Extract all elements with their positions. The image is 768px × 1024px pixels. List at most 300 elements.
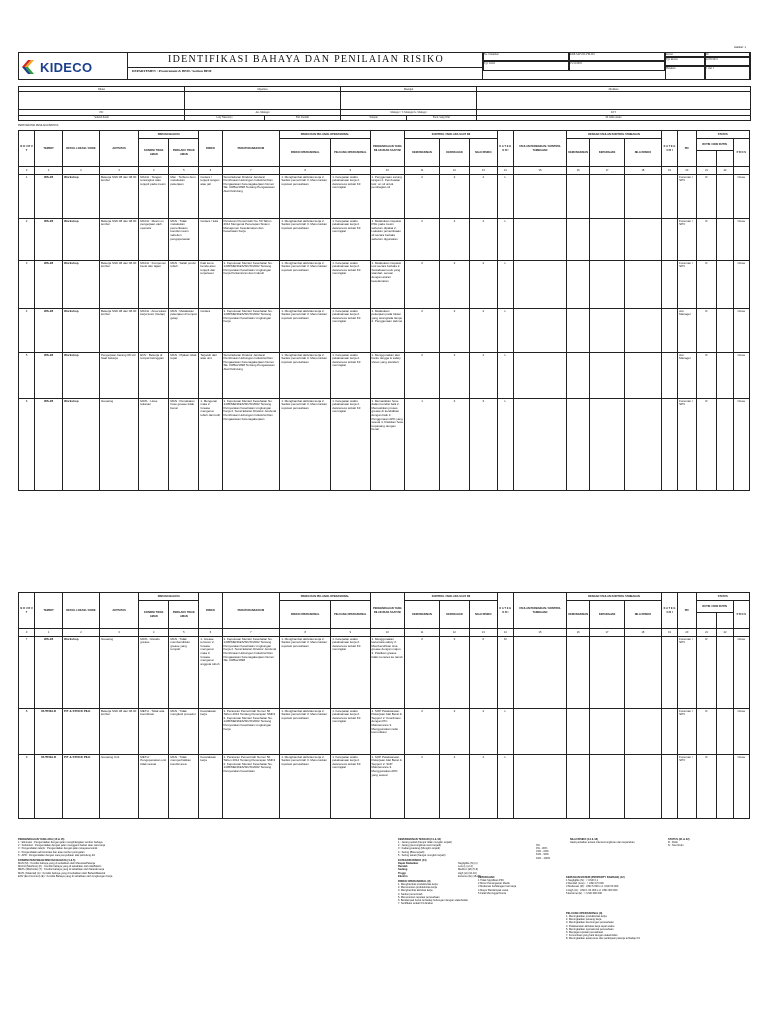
column-number: 4 [139, 167, 169, 175]
col-peraturan: PERATURAN/HUKUM [222, 593, 280, 629]
row-risiko: Terjatuh dari atas unit [199, 353, 222, 399]
row-kategori2: R [696, 309, 717, 353]
row-detail: P/T & STOCK PILE [62, 709, 99, 755]
row-kondisi: MATL : Residu grease [139, 637, 169, 709]
col-no: N O U R U T [19, 131, 35, 167]
row-usulan [513, 309, 566, 353]
row-kondisi: MACH : Komponen berat dan tajam [139, 261, 169, 309]
row-nilai: 4 [469, 709, 497, 755]
row-usulan [513, 637, 566, 709]
column-number: 2 [62, 629, 99, 637]
kategori-item: Sedang Medium (M) (5-9) [398, 868, 479, 872]
approval-header: Disahkan [477, 87, 751, 92]
row-no: 4 [19, 309, 35, 353]
row-kategori2: R [696, 755, 717, 819]
row-kemungkinan: 2 [405, 755, 440, 819]
row-kategori2: R [696, 709, 717, 755]
row-kontrol: 1. SOP Pelaksanaan Pekerjaan Alat Berat & Support 2. SOP Maintenance 3. Menggunakan APD yang sesuai [370, 755, 405, 819]
col-peraturan: PERATURAN/HUKUM [222, 131, 280, 167]
row-detail: Workshop [62, 637, 99, 709]
column-number: 14 [497, 167, 513, 175]
row-kontrol: 1. Melakukan pekerjaan pada lokasi yang terang/ada lampu 2. Penggunaan Helmet [370, 309, 405, 353]
row-usulan [513, 399, 566, 491]
row-kategori2: R [696, 353, 717, 399]
risk-table-page-1: N O U R U T TEMPAT DETAIL LOKASI / KODE AKTIVITAS RINCIAN BAHAYA RISIKO PERATURAN/HUKUM RISIKO DAN PELUANG OPERASIONAL PENGENDALIAN YANG DILAKUKAN SAAT INI KONTROL YANG ADA SAAT INI K A T E G O R I USULAN PERBAIKAN / KONTROL TAMBAHAN DENGAN USULAN KONTROL TAMBAHAN K A T E G O R I PIC STATUS KONDISI TIDAK AMAN PERILAKU TIDAK AMAN RISIKO OPERASIONAL PELUANG OPERASIONAL KEMUNGKINAN KEPARAHAN NILAI RISIKO KEMUNGKINAN KEPARAHAN NILAI RISIKO RUTIN / NON RUTIN P R O S 0 1 2 3 4 5 6 7 8 9 10 11 12 13 14 15 16 17 18 19 20 21 22 1 WS-28 Workshop Bekerja Shift 08 dan 08.00 lembur MACH : Tangan tersangkut atau terjepit pada mesin Man : Terburu-buru melakukan pekerjaan Cedera / terjepit tangan atau jari Surat Edaran Direktur Jenderal Pembinaan Hubungan Industrial Dan Pengawasan Ketenagakerjaan Nomor SE. 03/Bw/1998 Tentang Pengawasan Alat Pelindung 1. Menghambat aktivitas kerja 2. Sanksi pemerintah 3. Menurunkan reputasi perusahaan 1. Ketepatan waktu pelaksanaan kerja 2. Awareness terkait K3 meningkat 1. Penggunaan sarung tangan 2. Pembuatan kotr. on sil untuk pembagian sil 2 2 4 L Foreman / SPV R Close 2 WS-28 Workshop Bekerja Shift 08 dan 08.00 lembur MACH : Mesin on pengerjaan oleh operator MAN : Tidak melakukan pemeriksaan kondisi mesin sebelum pengoperasian Cedera / luka Peraturan Pemerintah No. 50 Tahun 2012 Mengenai Penerapan Sistem Manajemen Keselamatan dan Kesehatan Kerja 1. Menghambat aktivitas kerja 2. Sanksi pemerintah 3. Menurunkan reputasi perusahaan 1. Ketepatan waktu pelaksanaan kerja 2. Awareness terkait K3 meningkat 1. Melakukan inspeksi P2H pada mesin sebelum dipakai 2. Lakukan pemeriksaan sil secara berkala sebelum digunakan 2 2 4 L Foreman / SPV R Close 3 WS-28 Workshop Bekerja Shift 08 dan 08.00 lembur MACH : Komponen berat dan tajam MAN : Salah posisi tubuh Kaki kena benda atau terjepit dan terpeleset 1. Keputusan Menteri Kesehatan No. 1405/MENKES/SK/XI/2002 Tentang Persyaratan Kesehatan Lingkungan Kerja Perkantoran dan Industri 1. Menghambat aktivitas kerja 2. Sanksi pemerintah 3. Menurunkan reputasi perusahaan 1. Ketepatan waktu pelaksanaan kerja 2. Awareness terkait K3 meningkat 1. Melakukan inspeksi tool secara berkala 2. Sosialisasi tools yang standart, sesuai dengan aturan keselamatan 2 2 4 L Foreman / SPV R Close 4 WS-28 Workshop Bekerja Shift 08 dan 08.00 lembur MACH : Area lokasi kerja kotor (Gelap) MAN : Melakukan pekerjaan di tempat gelap Cedera 1. Keputusan Menteri Kesehatan No. 1405/MENKES/SK/XI/2002 Tentang Persyaratan Kesehatan Lingkungan Kerja 1. Menghambat aktivitas kerja 2. Sanksi pemerintah 3. Menurunkan reputasi perusahaan 1. Ketepatan waktu pelaksanaan kerja 2. Awareness terkait K3 meningkat 1. Melakukan pekerjaan pada lokasi yang terang/ada lampu 2. Penggunaan Helmet 2 2 4 L Ast. Manager R Close 5 WS-28 Workshop Pengerjaan barang 08 s/d Saat bekerja ENV : Bekerja di tempat ketinggian MAN : Pijakan tidak tepat Terjatuh dari atas unit Surat Edaran Direktur Jenderal Pembinaan Hubungan Industrial Dan Pengawasan Ketenagakerjaan Nomor SE. 03/Bw/1998 Tentang Pengawasan Alat Pelindung 1. Menghambat aktivitas kerja 2. Sanksi pemerintah 3. Menurunkan reputasi perusahaan 1. Ketepatan waktu pelaksanaan kerja 2. Awareness terkait K3 meningkat 1. Menggunakan alat bantu tangga & safety shoes yang standart 2 2 4 L Ast. Manager R Close 6 WS-28 Workshop Greasing MATL : Hose tekanan MAN : Pemakaian hose grease tidak benar 1. Mengenai mata 2. Grease mengenai tubuh dan kulit 1. Keputusan Menteri Kesehatan No. 1405/MENKES/SK/XI/2002 Tentang Persyaratan Kesehatan Lingkungan Kerja 2. Surat Edaran Direktur Jenderal Pembinaan Hubungan Industrial Dan Pengawasan Ketenagakerjaan 1. Menghambat aktivitas kerja 2. Sanksi pemerintah 3. Menurunkan reputasi perusahaan 1. Ketepatan waktu pelaksanaan kerja 2. Awareness terkait K3 meningkat 1. Memastikan hose dalam kondisi baik 2. Memastikan proses grease di kendalikan dengan baik 3. Penggunaan APD yang sesuai 4. Pastikan hose terpasang dengan benar 1 3 3 L Foreman / SPV R Close [18, 130, 750, 491]
row-keparahan: 2 [439, 709, 469, 755]
approval-header: Dibuat [19, 87, 185, 92]
row-kategori2: R [696, 637, 717, 709]
row-tempat: WS-28 [35, 261, 63, 309]
row-pic: Foreman / SPV [678, 709, 697, 755]
row-peraturan: Surat Edaran Direktur Jenderal Pembinaan Hubungan Industrial Dan Pengawasan Ketenagakerjaan Nomor SE. 03/Bw/1998 Tentang Pengawasan Alat Pelindung [222, 175, 280, 219]
row-pic: Foreman / SPV [678, 637, 697, 709]
column-number: 11 [405, 167, 440, 175]
row-perilaku: Man : Terburu-buru melakukan pekerjaan [169, 175, 199, 219]
col-status: STATUS [696, 131, 749, 139]
row-detail: Workshop [62, 399, 99, 491]
table-row [19, 637, 750, 709]
kategori-item: Dapat Diabaikan Negligible (N) (1) [398, 862, 478, 866]
row-nilai: 3 [469, 399, 497, 491]
column-number: 10 [370, 167, 405, 175]
column-number: 15 [513, 629, 566, 637]
column-number: 5 [169, 629, 199, 637]
row-keparahan: 2 [439, 353, 469, 399]
row-tempat: WS-28 [35, 637, 63, 709]
column-number: 22 [717, 629, 733, 637]
row-tempat: WS-28 [35, 219, 63, 261]
column-number: 16 [567, 167, 590, 175]
approval-name: Fuck. Sang Wari [407, 115, 477, 120]
row-nilai: 4 [469, 309, 497, 353]
column-number: 22 [717, 167, 733, 175]
column-number: 1 [35, 167, 63, 175]
row-usulan [513, 219, 566, 261]
kideco-logo-icon [22, 60, 39, 74]
column-number: 15 [513, 167, 566, 175]
column-number: 9 [331, 629, 370, 637]
row-perilaku: MAN : Tidak membersihkan grease yang tumpah [169, 637, 199, 709]
column-number: 17 [590, 629, 625, 637]
legend-status: STATUS (21 & 22) R : Rutin N : Non Rutin [668, 838, 690, 848]
col-kategori2: K A T E G O R I [661, 593, 677, 629]
column-number: 13 [469, 629, 497, 637]
col-rincian: RINCIAN BAHAYA [139, 593, 199, 601]
row-aktivitas: Greasing [99, 399, 138, 491]
legend-keparahan: KEPARAHAN 1 Tidak Signifikan P3K 2 Minor Penanganan Medis 3 Moderate Kehilangan hari kerja 4 Mayor Berdampak cacat 5 Fatal Meninggal Dunia [478, 876, 517, 895]
row-kondisi: METH : Pengoperasian unit tidak sesuai [139, 755, 169, 819]
row-kategori: L [497, 353, 513, 399]
row-keparahan: 2 [439, 309, 469, 353]
row-tempat: OUTFIELD [35, 755, 63, 819]
meta-value: KDP-SAF-001-FM-001 [570, 53, 595, 56]
column-number: 20 [678, 629, 697, 637]
column-number: 18 [624, 167, 661, 175]
row-detail: Workshop [62, 175, 99, 219]
row-status: Close [733, 709, 749, 755]
approval-name: Seluruh Karm [19, 115, 185, 120]
column-number: 3 [99, 167, 138, 175]
row-status: Close [733, 755, 749, 819]
row-kondisi: METH : Tidak ada koordinasi [139, 709, 169, 755]
row-risiko-op: 1. Menghambat aktivitas kerja 2. Sanksi pemerintah 3. Menurunkan reputasi perusahaan [280, 175, 331, 219]
legend-kemungkinan: KEMUNGKINAN TERJADI (11 & 16) 1 : Jarang sekali (hampir tidak mungkin terjadi) 2 : Jarang (kemungkinan kecil terjadi) 3 : Kadang-kadang (Mungkin terjadi) 4 : Sering (Bisa terjadi) 5 : Sering sekali (Sangat mungkin terjadi) KATEGORI RISIKO (14) Dapat Diabaikan Negligible (N) (1) Rendah Low (L) (2-4) Sedang Medium (M) (5-9) Tinggi High (H) (10-16) Ekstrim Extreme (E) (18-25) RISIKO OPERASIONAL (8) 1. Menghambat produktivitas kerja 2. Menurunkan produktivitas kerja 3. Menghambat aktivitas kerja 4. Sanksi pemerintah 5. Menurunkan reputasi perusahaan 6. Berdampak buruk terhadap hubungan dengan stakeholder 7. Sertifikasi terkait K3 dicabut [398, 838, 558, 905]
row-peraturan: Surat Edaran Direktur Jenderal Pembinaan Hubungan Industrial Dan Pengawasan Ketenagakerjaan Nomor SE. 03/Bw/1998 Tentang Pengawasan Alat Pelindung [222, 353, 280, 399]
row-tempat: WS-28 [35, 309, 63, 353]
row-kontrol: 1. Menggunakan alat bantu tangga & safety shoes yang standart [370, 353, 405, 399]
approval-header: Disetujui [341, 87, 477, 92]
col-risiko: RISIKO [199, 131, 222, 167]
col-detail: DETAIL LOKASI / KODE [62, 593, 99, 629]
row-peluang: 1. Ketepatan waktu pelaksanaan kerja 2. Awareness terkait K3 meningkat [331, 175, 370, 219]
column-number: 18 [624, 629, 661, 637]
kategori-item: Ekstrim Extreme (E) (18-25) [398, 874, 481, 878]
column-number: 0 [19, 629, 35, 637]
row-no: 8 [19, 709, 35, 755]
meta-block: No. Dokumen KDP-SAF-001-FM-001 Tgl. Terbit 15/12/2016 Revisi 00 Tgl. Revisi 22/05/2021 Halaman 1 dari 1 [482, 52, 750, 80]
row-perilaku: MAN : Tidak mengikuti prosedur [169, 709, 199, 755]
row-aktivitas: Pengerjaan barang 08 s/d Saat bekerja [99, 353, 138, 399]
col-no: N O U R U T [19, 593, 35, 629]
row-peluang: 1. Ketepatan waktu pelaksanaan kerja 2. Awareness terkait K3 meningkat [331, 261, 370, 309]
row-peluang: 1. Ketepatan waktu pelaksanaan kerja 2. Awareness terkait K3 meningkat [331, 309, 370, 353]
row-peluang: 1. Ketepatan waktu pelaksanaan kerja 2. Awareness terkait K3 meningkat [331, 637, 370, 709]
column-number: 13 [469, 167, 497, 175]
column-number: 20 [678, 167, 697, 175]
risk-table-page-2: N O U R U T TEMPAT DETAIL LOKASI / KODE AKTIVITAS RINCIAN BAHAYA RISIKO PERATURAN/HUKUM RISIKO DAN PELUANG OPERASIONAL PENGENDALIAN YANG DILAKUKAN SAAT INI KONTROL YANG ADA SAAT INI K A T E G O R I USULAN PERBAIKAN / KONTROL TAMBAHAN DENGAN USULAN KONTROL TAMBAHAN K A T E G O R I PIC STATUS KONDISI TIDAK AMAN PERILAKU TIDAK AMAN RISIKO OPERASIONAL PELUANG OPERASIONAL KEMUNGKINAN KEPARAHAN NILAI RISIKO KEMUNGKINAN KEPARAHAN NILAI RISIKO RUTIN / NON RUTIN P R O S 0 1 2 3 4 5 6 7 8 9 10 11 12 13 14 15 16 17 18 19 20 21 22 7 WS-28 Workshop Greasing MATL : Residu grease MAN : Tidak membersihkan grease yang tumpah 1. Grease tercecer 2. Grease mengenai mata 3. Grease mengenai anggota tubuh 1. Keputusan Menteri Kesehatan No. 1405/MENKES/SK/XI/2002 Tentang Persyaratan Kesehatan Lingkungan Kerja 2. Surat Edaran Direktur Jenderal Pembinaan Hubungan Industrial Dan Pengawasan Ketenagakerjaan Nomor SE. 03/Bw/1998 1. Menghambat aktivitas kerja 2. Sanksi pemerintah 3. Menurunkan reputasi perusahaan 1. Ketepatan waktu pelaksanaan kerja 2. Awareness terkait K3 meningkat 1. Menggunakan kacamata safety 2. Membersihkan sisa grease dengan majun 3. Pastikan grease tidak menetes ke tanah 2 3 6 M Foreman / SPV R Close 8 OUTFIELD P/T & STOCK PILE Bekerja Shift 08 dan 08.00 lembur METH : Tidak ada koordinasi MAN : Tidak mengikuti prosedur Kecelakaan kerja 1. Peraturan Pemerintah Nomor 50 Tahun 2012 Tentang Penerapan SMK3 2. Keputusan Menteri Kesehatan No. 1405/MENKES/SK/XI/2002 Tentang Persyaratan Kesehatan Lingkungan Kerja 1. Menghambat aktivitas kerja 2. Sanksi pemerintah 3. Menurunkan reputasi perusahaan 1. Ketepatan waktu pelaksanaan kerja 2. Awareness terkait K3 meningkat 1. SOP Pelaksanaan Pekerjaan Alat Berat & Support 2. Koordinasi dengan PIC Maintenance 3. Menggunakan radio komunikasi 2 2 4 L Foreman / SPV R Close 9 OUTFIELD P/T & STOCK PILE Greasing Unit METH : Pengoperasian unit tidak sesuai MAN : Tidak memperhatikan kondisi area Kecelakaan kerja 1. Peraturan Pemerintah Nomor 50 Tahun 2012 Tentang Penerapan SMK3 2. Keputusan Menteri Kesehatan No. 1405/MENKES/SK/XI/2002 Tentang Persyaratan Kesehatan 1. Menghambat aktivitas kerja 2. Sanksi pemerintah 3. Menurunkan reputasi perusahaan 1. Ketepatan waktu pelaksanaan kerja 2. Awareness terkait K3 meningkat 1. SOP Pelaksanaan Pekerjaan Alat Berat & Support 2. SOP Maintenance 3. Menggunakan APD yang sesuai 2 2 4 L Foreman / SPV R Close [18, 592, 750, 819]
row-detail: Workshop [62, 309, 99, 353]
row-nilai: 4 [469, 353, 497, 399]
row-perilaku: MAN : Pemakaian hose grease tidak benar [169, 399, 199, 491]
row-risiko: 1. Grease tercecer 2. Grease mengenai mata 3. Grease mengenai anggota tubuh [199, 637, 222, 709]
row-perilaku: MAN : Tidak melakukan pemeriksaan kondisi mesin sebelum pengoperasian [169, 219, 199, 261]
column-number: 0 [19, 167, 35, 175]
row-usulan [513, 261, 566, 309]
row-kemungkinan: 1 [405, 399, 440, 491]
row-risiko: Kecelakaan kerja [199, 709, 222, 755]
col-kategori: K A T E G O R I [497, 593, 513, 629]
legend-left: PENGENDALIAN YANG ADA (10 & 15) 1 : Eliminasi : Pengendalian dengan jalan menghilangkan sumber bahaya 2 : Substitusi : Pengendalian dengan jalan mengganti bahan atau cara kerja 3 : Pengendalian teknik : Pengendalian dengan jalan rekayasa teknik 4 : Pengendalian administrasi dan atau rambu/ peringatan 5 : APD : Pengendalian dengan cara penyediaan alat pelindung diri KONDISI PENYEBAB RINCIAN BAHAYA (4 & 5) MAN (M) : Kondisi bahaya yang di sebabkan oleh Manusia/Pekerja MACH (Machine) (K) : Kondisi bahaya yang di sebabkan oleh Alat/Mesin METH (Methode) (T) : Kondisi bahaya yang di sebabkan oleh Metode kerja MATL (Material) (A) : Kondisi bahaya yang di sebabkan oleh Bahan/Material ENV (Environment) (E) : Kondisi Bahaya yang di sebabkan oleh Lingkungan Kerja [18, 838, 378, 878]
row-kategori2: R [696, 175, 717, 219]
row-no: 5 [19, 353, 35, 399]
table-row [19, 219, 750, 261]
row-kondisi: ENV : Bekerja di tempat ketinggian [139, 353, 169, 399]
column-number: 16 [567, 629, 590, 637]
row-no: 9 [19, 755, 35, 819]
column-number: 19 [661, 167, 677, 175]
col-status: STATUS [696, 593, 749, 601]
row-risiko-op: 1. Menghambat aktivitas kerja 2. Sanksi pemerintah 3. Menurunkan reputasi perusahaan [280, 709, 331, 755]
row-peluang: 1. Ketepatan waktu pelaksanaan kerja 2. Awareness terkait K3 meningkat [331, 219, 370, 261]
col-usulan: USULAN PERBAIKAN / KONTROL TAMBAHAN [513, 131, 566, 167]
row-risiko-op: 1. Menghambat aktivitas kerja 2. Sanksi pemerintah 3. Menurunkan reputasi perusahaan [280, 755, 331, 819]
row-kategori: L [497, 261, 513, 309]
row-peraturan: 1. Keputusan Menteri Kesehatan No. 1405/MENKES/SK/XI/2002 Tentang Persyaratan Kesehatan Lingkungan Kerja 2. Surat Edaran Direktur Jenderal Pembinaan Hubungan Industrial Dan Pengawasan Ketenagakerjaan Nomor SE. 03/Bw/1998 [222, 637, 280, 709]
column-number: 5 [169, 167, 199, 175]
row-kategori: L [497, 755, 513, 819]
column-number: 1 [35, 629, 63, 637]
row-nilai: 4 [469, 175, 497, 219]
document-title: IDENTIFIKASI BAHAYA DAN PENILAIAN RISIKO [167, 54, 445, 65]
row-kemungkinan: 2 [405, 175, 440, 219]
column-number: 12 [439, 629, 469, 637]
col-aktivitas: AKTIVITAS [99, 131, 138, 167]
row-nilai: 4 [469, 755, 497, 819]
row-usulan [513, 353, 566, 399]
row-nilai: 6 [469, 637, 497, 709]
row-aktivitas: Bekerja Shift 08 dan 08.00 lembur [99, 309, 138, 353]
row-risiko: Kaki kena benda atau terjepit dan terpeleset [199, 261, 222, 309]
row-kontrol: 1. SOP Pelaksanaan Pekerjaan Alat Berat & Support 2. Koordinasi dengan PIC Maintenance 3. Menggunakan radio komunikasi [370, 709, 405, 755]
table-row [19, 709, 750, 755]
col-risiko: RISIKO [199, 593, 222, 629]
row-pic: Foreman / SPV [678, 399, 697, 491]
row-nilai: 4 [469, 261, 497, 309]
row-kategori2: R [696, 261, 717, 309]
row-kemungkinan: 2 [405, 637, 440, 709]
row-pic: Foreman / SPV [678, 175, 697, 219]
row-pic: Foreman / SPV [678, 755, 697, 819]
department: DEPARTEMEN : Procurement & BEM / Section BEM [132, 69, 212, 73]
row-status: Close [733, 261, 749, 309]
row-risiko: Cedera [199, 309, 222, 353]
col-pengendalian: PENGENDALIAN YANG DILAKUKAN SAAT INI [370, 593, 405, 629]
col-kategori2: K A T E G O R I [661, 131, 677, 167]
row-status: Close [733, 219, 749, 261]
col-risiko-peluang: RISIKO DAN PELUANG OPERASIONAL [280, 131, 370, 139]
row-kontrol: 1. Penggunaan sarung tangan 2. Pembuatan kotr. on sil untuk pembagian sil [370, 175, 405, 219]
row-peraturan: 1. Keputusan Menteri Kesehatan No. 1405/MENKES/SK/XI/2002 Tentang Persyaratan Kesehatan Lingkungan Kerja [222, 309, 280, 353]
row-kategori2: R [696, 219, 717, 261]
column-number: 7 [222, 629, 280, 637]
row-peraturan: 1. Keputusan Menteri Kesehatan No. 1405/MENKES/SK/XI/2002 Tentang Persyaratan Kesehatan Lingkungan Kerja 2. Surat Edaran Direktur Jenderal Pembinaan Hubungan Industrial Dan Pengawasan Ketenagakerjaan [222, 399, 280, 491]
row-status: Close [733, 175, 749, 219]
column-number: 4 [139, 629, 169, 637]
row-kategori: L [497, 309, 513, 353]
legend-nilai: NILAI RISIKO (13 & 18) Hasil perkalian antara nilai kemungkinan dan keparahan [570, 838, 635, 845]
row-kemungkinan: 2 [405, 709, 440, 755]
row-perilaku: MAN : Pijakan tidak tepat [169, 353, 199, 399]
table-row [19, 399, 750, 491]
approval-table [18, 86, 751, 121]
row-aktivitas: Greasing [99, 637, 138, 709]
column-number: 2 [62, 167, 99, 175]
approval-role: PIC [19, 110, 185, 115]
approval-name: M. Iskhr Araka [477, 115, 751, 120]
row-aktivitas: Bekerja Shift 08 dan 08.00 lembur [99, 709, 138, 755]
row-risiko-op: 1. Menghambat aktivitas kerja 2. Sanksi pemerintah 3. Menurunkan reputasi perusahaan [280, 219, 331, 261]
row-pic: Foreman / SPV [678, 219, 697, 261]
row-risiko: Cedera / luka [199, 219, 222, 261]
row-no: 6 [19, 399, 35, 491]
row-peluang: 1. Ketepatan waktu pelaksanaan kerja 2. Awareness terkait K3 meningkat [331, 399, 370, 491]
row-tempat: WS-28 [35, 399, 63, 491]
row-detail: Workshop [62, 261, 99, 309]
column-number: 8 [280, 167, 331, 175]
col-pengendalian: PENGENDALIAN YANG DILAKUKAN SAAT INI [370, 131, 405, 167]
approval-role: Manager / T. Manager/G. Manager [341, 110, 477, 115]
row-kategori2: R [696, 399, 717, 491]
row-kemungkinan: 2 [405, 261, 440, 309]
col-dengan-usulan: DENGAN USULAN KONTROL TAMBAHAN [567, 131, 662, 139]
column-number: 8 [280, 629, 331, 637]
row-kontrol: 1. Memastikan hose dalam kondisi baik 2. Memastikan proses grease di kendalikan dengan baik 3. Penggunaan APD yang sesuai 4. Pastikan hose terpasang dengan benar [370, 399, 405, 491]
col-kontrol-ada: KONTROL YANG ADA SAAT INI [405, 131, 498, 139]
column-number: 12 [439, 167, 469, 175]
table-row [19, 309, 750, 353]
meta-label: No. Dokumen [484, 53, 499, 56]
row-aktivitas: Bekerja Shift 08 dan 08.00 lembur [99, 175, 138, 219]
col-aktivitas: AKTIVITAS [99, 593, 138, 629]
table-row [19, 755, 750, 819]
row-keparahan: 2 [439, 175, 469, 219]
row-peraturan: 1. Peraturan Pemerintah Nomor 50 Tahun 2012 Tentang Penerapan SMK3 2. Keputusan Menteri Kesehatan No. 1405/MENKES/SK/XI/2002 Tentang Persyaratan Kesehatan Lingkungan Kerja [222, 709, 280, 755]
row-tempat: OUTFIELD [35, 709, 63, 755]
column-number: 11 [405, 629, 440, 637]
row-keparahan: 2 [439, 219, 469, 261]
row-peluang: 1. Ketepatan waktu pelaksanaan kerja 2. Awareness terkait K3 meningkat [331, 709, 370, 755]
row-keparahan: 2 [439, 261, 469, 309]
row-kategori: L [497, 219, 513, 261]
col-tempat: TEMPAT [35, 131, 63, 167]
approval-name: Tarupan [341, 115, 407, 120]
kategori-item: Tinggi High (H) (10-16) [398, 871, 477, 875]
col-usulan: USULAN PERBAIKAN / KONTROL TAMBAHAN [513, 593, 566, 629]
row-perilaku: MAN : Tidak memperhatikan kondisi area [169, 755, 199, 819]
row-risiko-op: 1. Menghambat aktivitas kerja 2. Sanksi pemerintah 3. Menurunkan reputasi perusahaan [280, 309, 331, 353]
table-row [19, 353, 750, 399]
row-pic: Ast. Manager [678, 353, 697, 399]
row-kondisi: MACH : Tangan tersangkut atau terjepit pada mesin [139, 175, 169, 219]
col-kategori: K A T E G O R I [497, 131, 513, 167]
row-risiko: Kecelakaan kerja [199, 755, 222, 819]
col-kontrol-ada: KONTROL YANG ADA SAAT INI [405, 593, 498, 601]
row-usulan [513, 755, 566, 819]
row-risiko-op: 1. Menghambat aktivitas kerja 2. Sanksi pemerintah 3. Menurunkan reputasi perusahaan [280, 353, 331, 399]
column-number: 3 [99, 629, 138, 637]
row-kemungkinan: 2 [405, 353, 440, 399]
row-pic: Foreman / SPV [678, 261, 697, 309]
row-no: 2 [19, 219, 35, 261]
row-no: 3 [19, 261, 35, 309]
company-name: KIDECO [40, 60, 93, 75]
section-label: PERSYARATAN PENILAIAN BAHAYA [18, 124, 59, 127]
row-keparahan: 2 [439, 755, 469, 819]
row-status: Close [733, 353, 749, 399]
col-tempat: TEMPAT [35, 593, 63, 629]
legend-title: KONDISI PENYEBAB RINCIAN BAHAYA (4 & 5) [18, 858, 76, 862]
row-kemungkinan: 2 [405, 219, 440, 261]
col-detail: DETAIL LOKASI / KODE [62, 131, 99, 167]
column-number: 21 [696, 629, 717, 637]
row-peraturan: Peraturan Pemerintah No. 50 Tahun 2012 Mengenai Penerapan Sistem Manajemen Keselamatan dan Kesehatan Kerja [222, 219, 280, 261]
legend-peluang: PELUANG OPERASIONAL (9) 1. Meningkatkan produktivitas kerja 2. Meningkatkan peluang kerja 3. Meningkatkan keuntungan perusahaan 4. Pelaksanaan aktivitas kerja tepat waktu 5. Meningkatkan operasional perusahaan 6. Menjaga reputasi perusahaan 7. Komunikasi yang baik dengan stakeholder 8. Meningkatkan awareness dan partisipasi pekerja terhadap K3 [566, 912, 640, 941]
row-status: Close [733, 637, 749, 709]
col-pic: PIC [678, 593, 697, 629]
row-detail: Workshop [62, 353, 99, 399]
approval-name: Loly Nuswalyo [185, 115, 265, 120]
row-risiko-op: 1. Menghambat aktivitas kerja 2. Sanksi pemerintah 3. Menurunkan reputasi perusahaan [280, 637, 331, 709]
col-rincian: RINCIAN BAHAYA [139, 131, 199, 139]
row-risiko: Cedera / terjepit tangan atau jari [199, 175, 222, 219]
row-usulan [513, 709, 566, 755]
legend-pct: 0% 0% - 30% 31% - 60% 61% - 90% 91% - 100% [536, 844, 551, 860]
row-aktivitas: Greasing Unit [99, 755, 138, 819]
row-perilaku: MAN : Salah posisi tubuh [169, 261, 199, 309]
approval-role: Ast. Manager [185, 110, 341, 115]
column-number: 14 [497, 629, 513, 637]
col-dengan-usulan: DENGAN USULAN KONTROL TAMBAHAN [567, 593, 662, 601]
row-kondisi: MATL : Hose tekanan [139, 399, 169, 491]
row-peraturan: 1. Keputusan Menteri Kesehatan No. 1405/MENKES/SK/XI/2002 Tentang Persyaratan Kesehatan Lingkungan Kerja Perkantoran dan Industri [222, 261, 280, 309]
row-no: 7 [19, 637, 35, 709]
row-kontrol: 1. Melakukan inspeksi tool secara berkala 2. Sosialisasi tools yang standart, sesuai dengan aturan keselamatan [370, 261, 405, 309]
row-kategori: L [497, 399, 513, 491]
row-kategori: M [497, 637, 513, 709]
row-usulan [513, 175, 566, 219]
row-kontrol: 1. Melakukan inspeksi P2H pada mesin sebelum dipakai 2. Lakukan pemeriksaan sil secara berkala sebelum digunakan [370, 219, 405, 261]
column-number: 6 [199, 629, 222, 637]
approval-header: Diperiksa [185, 87, 341, 92]
row-aktivitas: Bekerja Shift 08 dan 08.00 lembur [99, 219, 138, 261]
legend-title: PENGENDALIAN YANG ADA (10 & 15) [18, 838, 65, 841]
row-kondisi: MACH : Area lokasi kerja kotor (Gelap) [139, 309, 169, 353]
row-detail: P/T & STOCK PILE [62, 755, 99, 819]
row-kemungkinan: 2 [405, 309, 440, 353]
row-keparahan: 3 [439, 637, 469, 709]
approval-name: Feri Irwandi [265, 115, 341, 120]
row-kategori: L [497, 175, 513, 219]
column-number: 19 [661, 629, 677, 637]
row-perilaku: MAN : Melakukan pekerjaan di tempat gelap [169, 309, 199, 353]
page-number: Hal/dari: 1 [734, 46, 746, 49]
approval-role: KTT [477, 110, 751, 115]
row-risiko: 1. Mengenai mata 2. Grease mengenai tubuh dan kulit [199, 399, 222, 491]
row-nilai: 4 [469, 219, 497, 261]
row-kategori: L [497, 709, 513, 755]
kategori-item: Rendah Low (L) (2-4) [398, 865, 473, 869]
row-detail: Workshop [62, 219, 99, 261]
legend-kerugian: KERUGIAN MATERI (PROPERTY DAMAGE) (12) 1 Negligible (N) : < USD 0,1 2 Rendah (Low) : < USD 0,5 000 3 Moderate (M) : USD 5 000 s.d. USD 50 000 4 High (H) : USD 1 00 000 s.d. USD 300 000 5 Extreme (E) : > USD 300 000 [566, 876, 625, 895]
column-number: 21 [696, 167, 717, 175]
row-tempat: WS-28 [35, 353, 63, 399]
row-status: Close [733, 309, 749, 353]
column-number: 7 [222, 167, 280, 175]
column-number: 10 [370, 629, 405, 637]
row-kondisi: MACH : Mesin on pengerjaan oleh operator [139, 219, 169, 261]
row-peluang: 1. Ketepatan waktu pelaksanaan kerja 2. Awareness terkait K3 meningkat [331, 755, 370, 819]
row-kontrol: 1. Menggunakan kacamata safety 2. Membersihkan sisa grease dengan majun 3. Pastikan grease tidak menetes ke tanah [370, 637, 405, 709]
table-row [19, 175, 750, 219]
row-peraturan: 1. Peraturan Pemerintah Nomor 50 Tahun 2012 Tentang Penerapan SMK3 2. Keputusan Menteri Kesehatan No. 1405/MENKES/SK/XI/2002 Tentang Persyaratan Kesehatan [222, 755, 280, 819]
column-number: 9 [331, 167, 370, 175]
column-number: 6 [199, 167, 222, 175]
row-risiko-op: 1. Menghambat aktivitas kerja 2. Sanksi pemerintah 3. Menurunkan reputasi perusahaan [280, 399, 331, 491]
row-tempat: WS-28 [35, 175, 63, 219]
row-aktivitas: Bekerja Shift 08 dan 08.00 lembur [99, 261, 138, 309]
row-pic: Ast. Manager [678, 309, 697, 353]
row-peluang: 1. Ketepatan waktu pelaksanaan kerja 2. Awareness terkait K3 meningkat [331, 353, 370, 399]
col-pic: PIC [678, 131, 697, 167]
logo-area [18, 52, 128, 80]
row-risiko-op: 1. Menghambat aktivitas kerja 2. Sanksi pemerintah 3. Menurunkan reputasi perusahaan [280, 261, 331, 309]
col-risiko-peluang: RISIKO DAN PELUANG OPERASIONAL [280, 593, 370, 601]
row-no: 1 [19, 175, 35, 219]
row-keparahan: 3 [439, 399, 469, 491]
row-status: Close [733, 399, 749, 491]
column-number: 17 [590, 167, 625, 175]
table-row [19, 261, 750, 309]
